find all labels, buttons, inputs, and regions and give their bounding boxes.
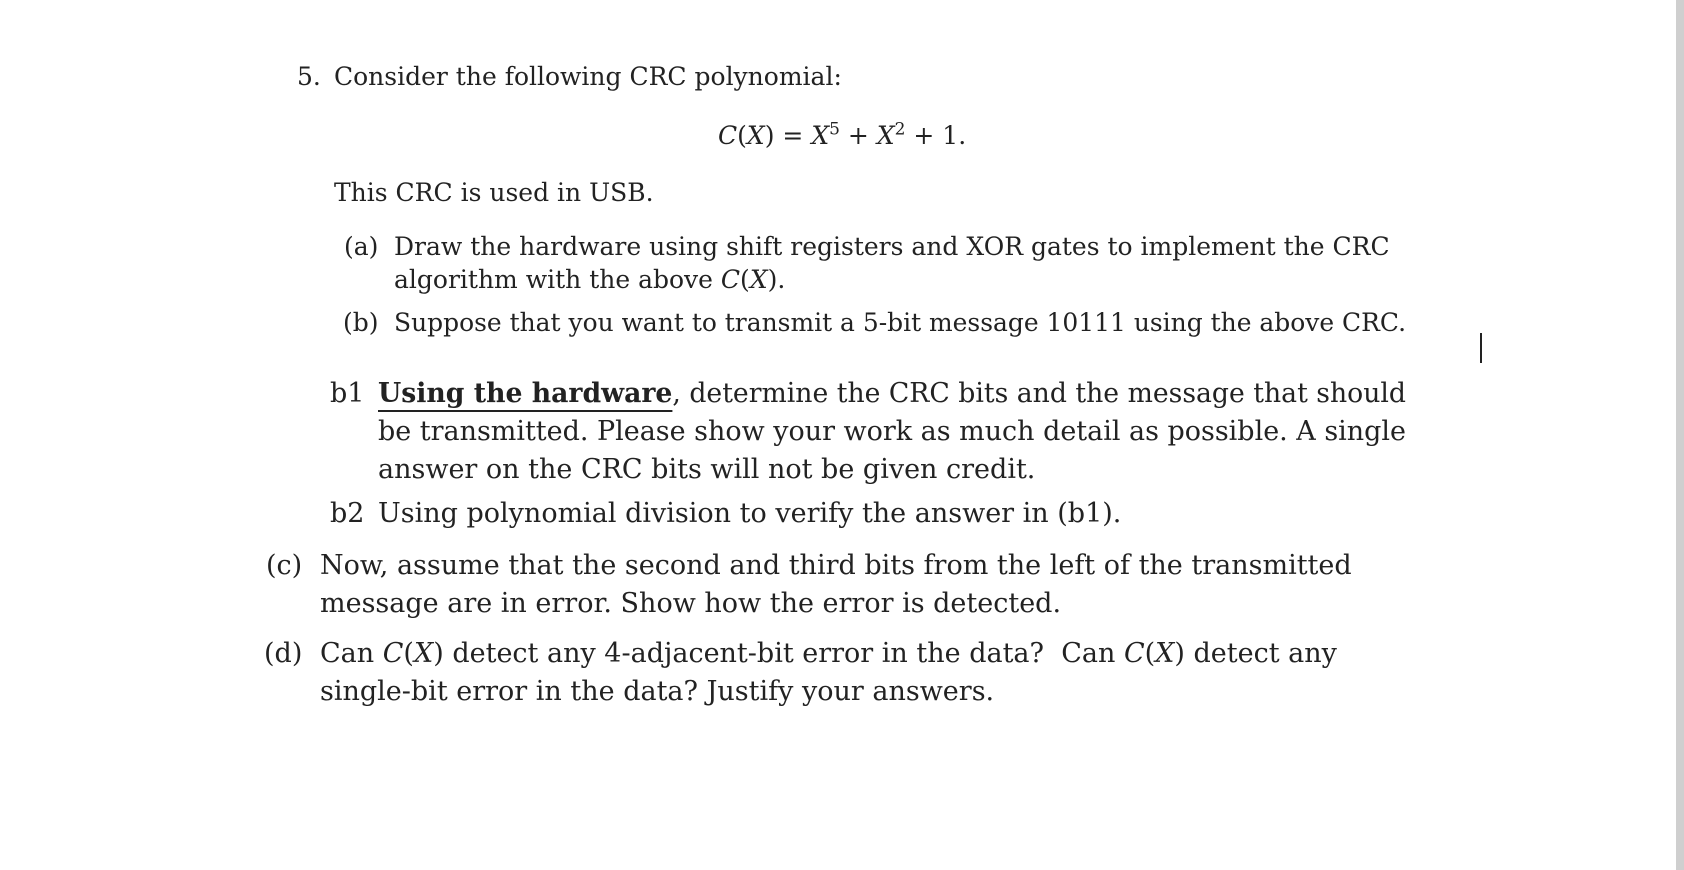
part-c-line2: message are in error. Show how the error is detected. xyxy=(320,588,1062,619)
part-d-function-2: C xyxy=(1123,638,1145,669)
part-b2-label: b2 xyxy=(330,498,365,529)
part-b-text: Suppose that you want to transmit a 5-bit message 10111 using the above CRC. xyxy=(394,308,1406,337)
part-a-function: C xyxy=(720,265,741,294)
text-cursor xyxy=(1480,333,1482,363)
part-a-argument: X xyxy=(749,265,768,294)
question-intro: Consider the following CRC polynomial: xyxy=(334,62,842,91)
part-b1-line1 xyxy=(378,378,1406,409)
part-d-line2: single-bit error in the data? Justify your answers. xyxy=(320,676,995,707)
part-b-label: (b) xyxy=(343,308,379,337)
part-a-line2: algorithm with the above C(X). xyxy=(394,265,786,294)
part-d-line1: Can C(X) detect any 4-adjacent-bit error in the data? Can C(X) detect any xyxy=(320,638,1337,669)
usb-note: This CRC is used in USB. xyxy=(334,178,654,207)
part-a-line1: Draw the hardware using shift registers and XOR gates to implement the CRC xyxy=(394,232,1390,261)
part-c-line1: Now, assume that the second and third bits from the left of the transmitted xyxy=(320,550,1352,581)
crc-equation: $C(X) = X^5 + X^2 + 1$. xyxy=(718,119,967,150)
question-number: 5. xyxy=(297,62,321,91)
eq-term2-exponent: 2 xyxy=(894,119,906,140)
part-b1-bold-phrase: Using the hardware xyxy=(378,378,672,412)
eq-term1-exponent: 5 xyxy=(829,119,840,140)
part-b1-line2: be transmitted. Please show your work as much detail as possible. A single xyxy=(378,416,1406,447)
part-b2-text: Using polynomial division to verify the answer in (b1). xyxy=(378,498,1122,529)
eq-term2-base: X xyxy=(876,121,895,150)
part-a-line2-text: algorithm with the above xyxy=(394,265,721,294)
eq-term1-base: X xyxy=(811,121,830,150)
part-d-phrase1: detect any 4-adjacent-bit error in the data? xyxy=(452,638,1045,669)
part-d-word1: Can xyxy=(320,638,375,669)
part-d-phrase2: detect any xyxy=(1193,638,1337,669)
part-d-word3: Can xyxy=(1061,638,1116,669)
part-b1-label: b1 xyxy=(330,378,365,409)
page-edge xyxy=(1676,0,1684,870)
part-a-label: (a) xyxy=(344,232,379,261)
part-d-function-1: C xyxy=(382,638,404,669)
eq-argument: X xyxy=(746,121,765,150)
part-c-label: (c) xyxy=(266,550,303,581)
part-b1-line1-rest: , determine the CRC bits and the message that should xyxy=(672,378,1406,409)
part-d-argument-2: X xyxy=(1155,638,1175,669)
part-d-argument-1: X xyxy=(413,638,434,669)
eq-function: C xyxy=(718,121,738,150)
eq-constant: 1 xyxy=(942,121,959,150)
part-b1-line3: answer on the CRC bits will not be given credit. xyxy=(378,454,1036,485)
part-d-label: (d) xyxy=(264,638,303,669)
